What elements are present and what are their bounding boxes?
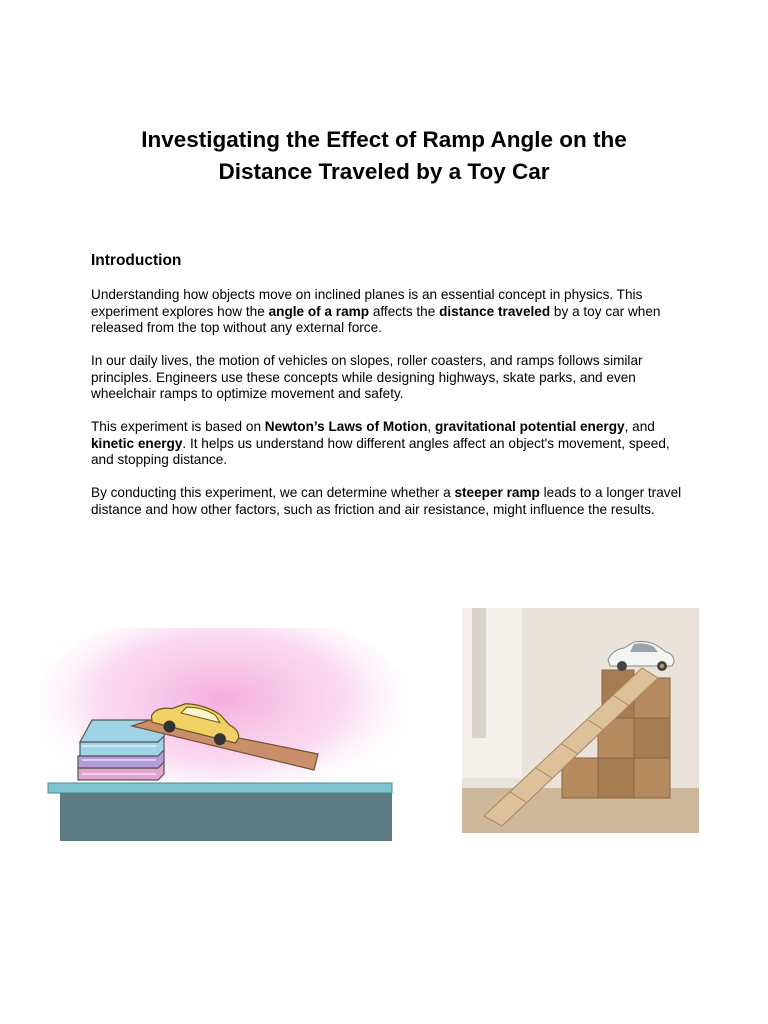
paragraph-text: Understanding how objects move on inclined planes is an essential concept in physics. This experiment explores how the [91, 287, 643, 319]
paragraph-3 [91, 419, 691, 469]
paragraph-text: , [427, 419, 435, 434]
paragraph-text: . It helps us understand how different angles affect an object's movement, speed, and stopping distance. [91, 435, 670, 467]
paragraph-text: By conducting this experiment, we can determine whether a [91, 485, 455, 500]
paragraph-text: affects the [369, 303, 440, 319]
bold-term: angle of a ramp [268, 303, 370, 319]
window-frame [472, 608, 486, 738]
ramp-illustration-cartoon [40, 628, 400, 844]
paragraph-text: by a toy car when released from the top without any external force. [91, 303, 661, 335]
table-front [60, 793, 392, 841]
bold-term: Newton’s Laws of Motion [264, 419, 428, 434]
bold-term: kinetic energy [91, 435, 183, 451]
table-top [48, 783, 392, 793]
page-title [60, 124, 708, 188]
paragraph-text: In our daily lives, the motion of vehicles on slopes, roller coasters, and ramps follows similar principles. Engineers use these concepts while designing highways, skate parks, and even wheelchair ramps to optimize movement and safety. [91, 353, 643, 401]
title-line-2: Distance Traveled by a Toy Car [218, 159, 550, 184]
bold-term: distance traveled [439, 303, 551, 319]
title-line-1: Investigating the Effect of Ramp Angle on the [141, 127, 627, 152]
window-light [462, 608, 522, 778]
ramp-photo-wooden-blocks [462, 608, 699, 833]
section-heading-introduction: Introduction [91, 252, 182, 269]
bold-term: gravitational potential energy [434, 419, 625, 434]
bold-term: steeper ramp [454, 485, 540, 500]
paragraph-4 [91, 485, 691, 518]
paragraph-1 [91, 287, 691, 337]
paragraph-2 [91, 353, 691, 403]
paragraph-text: , and [624, 419, 655, 434]
paragraph-text: This experiment is based on [91, 419, 265, 434]
paragraph-text: leads to a longer travel distance and how other factors, such as friction and air resistance, might influence the results. [91, 485, 682, 517]
